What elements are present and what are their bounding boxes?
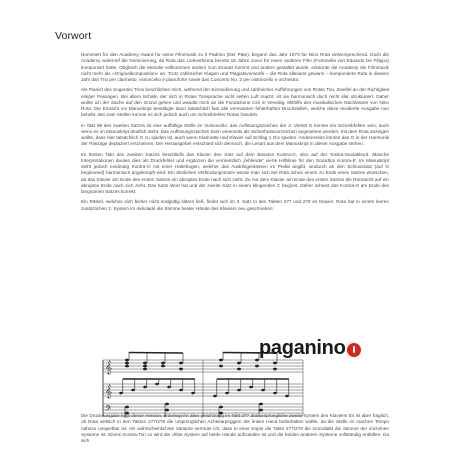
preface-continuation: Die Druckausgabe folgt dieser Version, unterlegt ihr aber gleichzeitig im Takt 277 das ursprüngliche zweite System des Klaviers! Es ist aber fraglich, ob Rota wirklich in den Takten 277/278 die ursprünglichen Achtelarpeggien der linken Hand beibehalten wollte, da die Stelle im raschen Tempo nahezu unspielbar ist. Als wahrscheinlichste Variante vermute ich, dass in einer Kopie die Takte 277/278 die Grundtakt die Stimme der einzelnen Systeme ist. Einem Kontra-Ton so wird der dritte System auf beide Hände aufzuteilen ist und die beiden anderen Systeme vollständig entfallen. Da sich — [81, 413, 389, 443]
treble-clef-icon: 𝄞 — [105, 384, 113, 398]
note-stems — [123, 379, 289, 396]
music-notation-excerpt — [97, 350, 307, 420]
publisher-logo — [259, 337, 361, 360]
paragraph: Im letzten Takt des zweiten Satzes beschließt das Klavier den Satz auf dem Basston Kontra-G, also auf der Tonika-Sextakkord. Manche Interpretationen deuten dies als Druckfehler und ergänzen die vermeintlich „fehlende“ vierte Hilfslinie für den Grundton Kontra-E. Im Manuskript steht jedoch eindeutig Kontra-G mit einer Haltebogen, welcher das Ausklingenlassen im Pedal angibt, wodurch an den Schlusssatz (auf G beginnend) harmonisch angeknüpft wird. Ein ähnliches Verbindungsmotiv würde man sich bei Rota schon einem zu Ende eines Satzes wünschen, da das Klavier am Ende des ersten Satzes ein abruptes Ende nach sich zieht. Zu nur dem Klavier am Ende des ersten Satzes die Rücksicht auf ein abruptes Ende nach sich zieht. Das harte Wort hat und der zweite Satz in einem klingenden C beginnt. Daher scheint das Kontra-G am Ende des langsamen Satzes korrekt. — [81, 151, 389, 194]
bass-clef-icon: 𝄢 — [105, 405, 112, 416]
paragraph: Nominiert für den Academy Award für seine Filmmusik zu Il Padrino (Der Pate), begann das Jahr 1973 für Nino Rota vielversprechend. Doch die Academy widerrief die Nominierung, da Rota das Liebesthema bereits 15 Jahre zuvor für einen anderen Film (Fortunella von Eduardo De Filippo) komponiert hatte. Obgleich die Melodie vollkommen anders zum Einsatz kommt und anders gestaltet wurde, erkannte die Academy die Filmmusik nicht mehr als »Originalkomposition« an. Trotz zahlreicher Klagen und Plagiatsvorwürfe – die Rota allesamt gewann – komponierte Rota in diesem Jahr das Trio per clarinetto, violoncello e pianoforte sowie das Concerto No. 2 per violoncello e orchestra. — [81, 52, 389, 82]
logo-wordmark: paganino — [259, 337, 346, 359]
note-group — [125, 359, 277, 371]
logo-dot-icon — [347, 343, 361, 357]
paragraph: In Takt 98 des zweiten Satzes ist eine auffällige Stelle im Violoncello: das Auflösungszeichen der 2. Viertel G könnte ein Schreibfehler sein, auch wenn es im Manuskript deutlich steht. Das Auflösungszeichen kann einerseits als Sicherheitsvorzeichen angesehen werden, mit dem Rota anzeigen wollte, dass hier tatsächlich G zu spielen ist, auch wenn Klarinette und Klavier auf Schlag 1 Gis spielen. Andererseits könnte das G in der Harmonik der Passage deplaziert erscheinen. Der Herausgeber entschied sich dennoch, die Lesart aus dem Manuskript in dieser Ausgabe stehen. — [81, 122, 389, 147]
page-heading: Vorwort — [55, 30, 92, 42]
preface-body — [81, 52, 389, 216]
paragraph: Ein Rätsel, welches sich bisher nicht endgültig klären ließ, findet sich im 3. Satz in den Takten 277 und 278 im Klavier. Rota hat in einem leeren zusätzlichen 3. System im Akkoladé die Stimme beider Hände des Klaviers neu geschrieben: — [81, 199, 389, 211]
paragraph: Als Pianist des Sogentini Trios beschlichen mich, während der Einstudierung und zahlreicher Aufführungen von Rotas Trio, Zweifel an der Richtigkeit einiger Passagen. Bei allem Schalk, der sich in Rotas Tonsprache nicht selten Luft macht, ist sie harmonisch doch recht klar strukturiert. Daher wollte ich der Sache auf den Grund gehen und wandte mich an die Fondazione Cini in Venedig. Mithilfe des musikalischen Nachlasses von Nino Rota. Die Einsicht ins Manuskript bestätigte dann tatsächlich fast alle vermuteten fehlerhaften Druckstellen, welche diese revidierte Ausgabe nun behebt. Bei zwei Stellen konnte es sich jedoch auch um Schreibfehler Rotas handeln. — [81, 87, 389, 118]
treble-clef-icon: 𝄞 — [105, 360, 113, 374]
document-page — [33, 0, 427, 460]
